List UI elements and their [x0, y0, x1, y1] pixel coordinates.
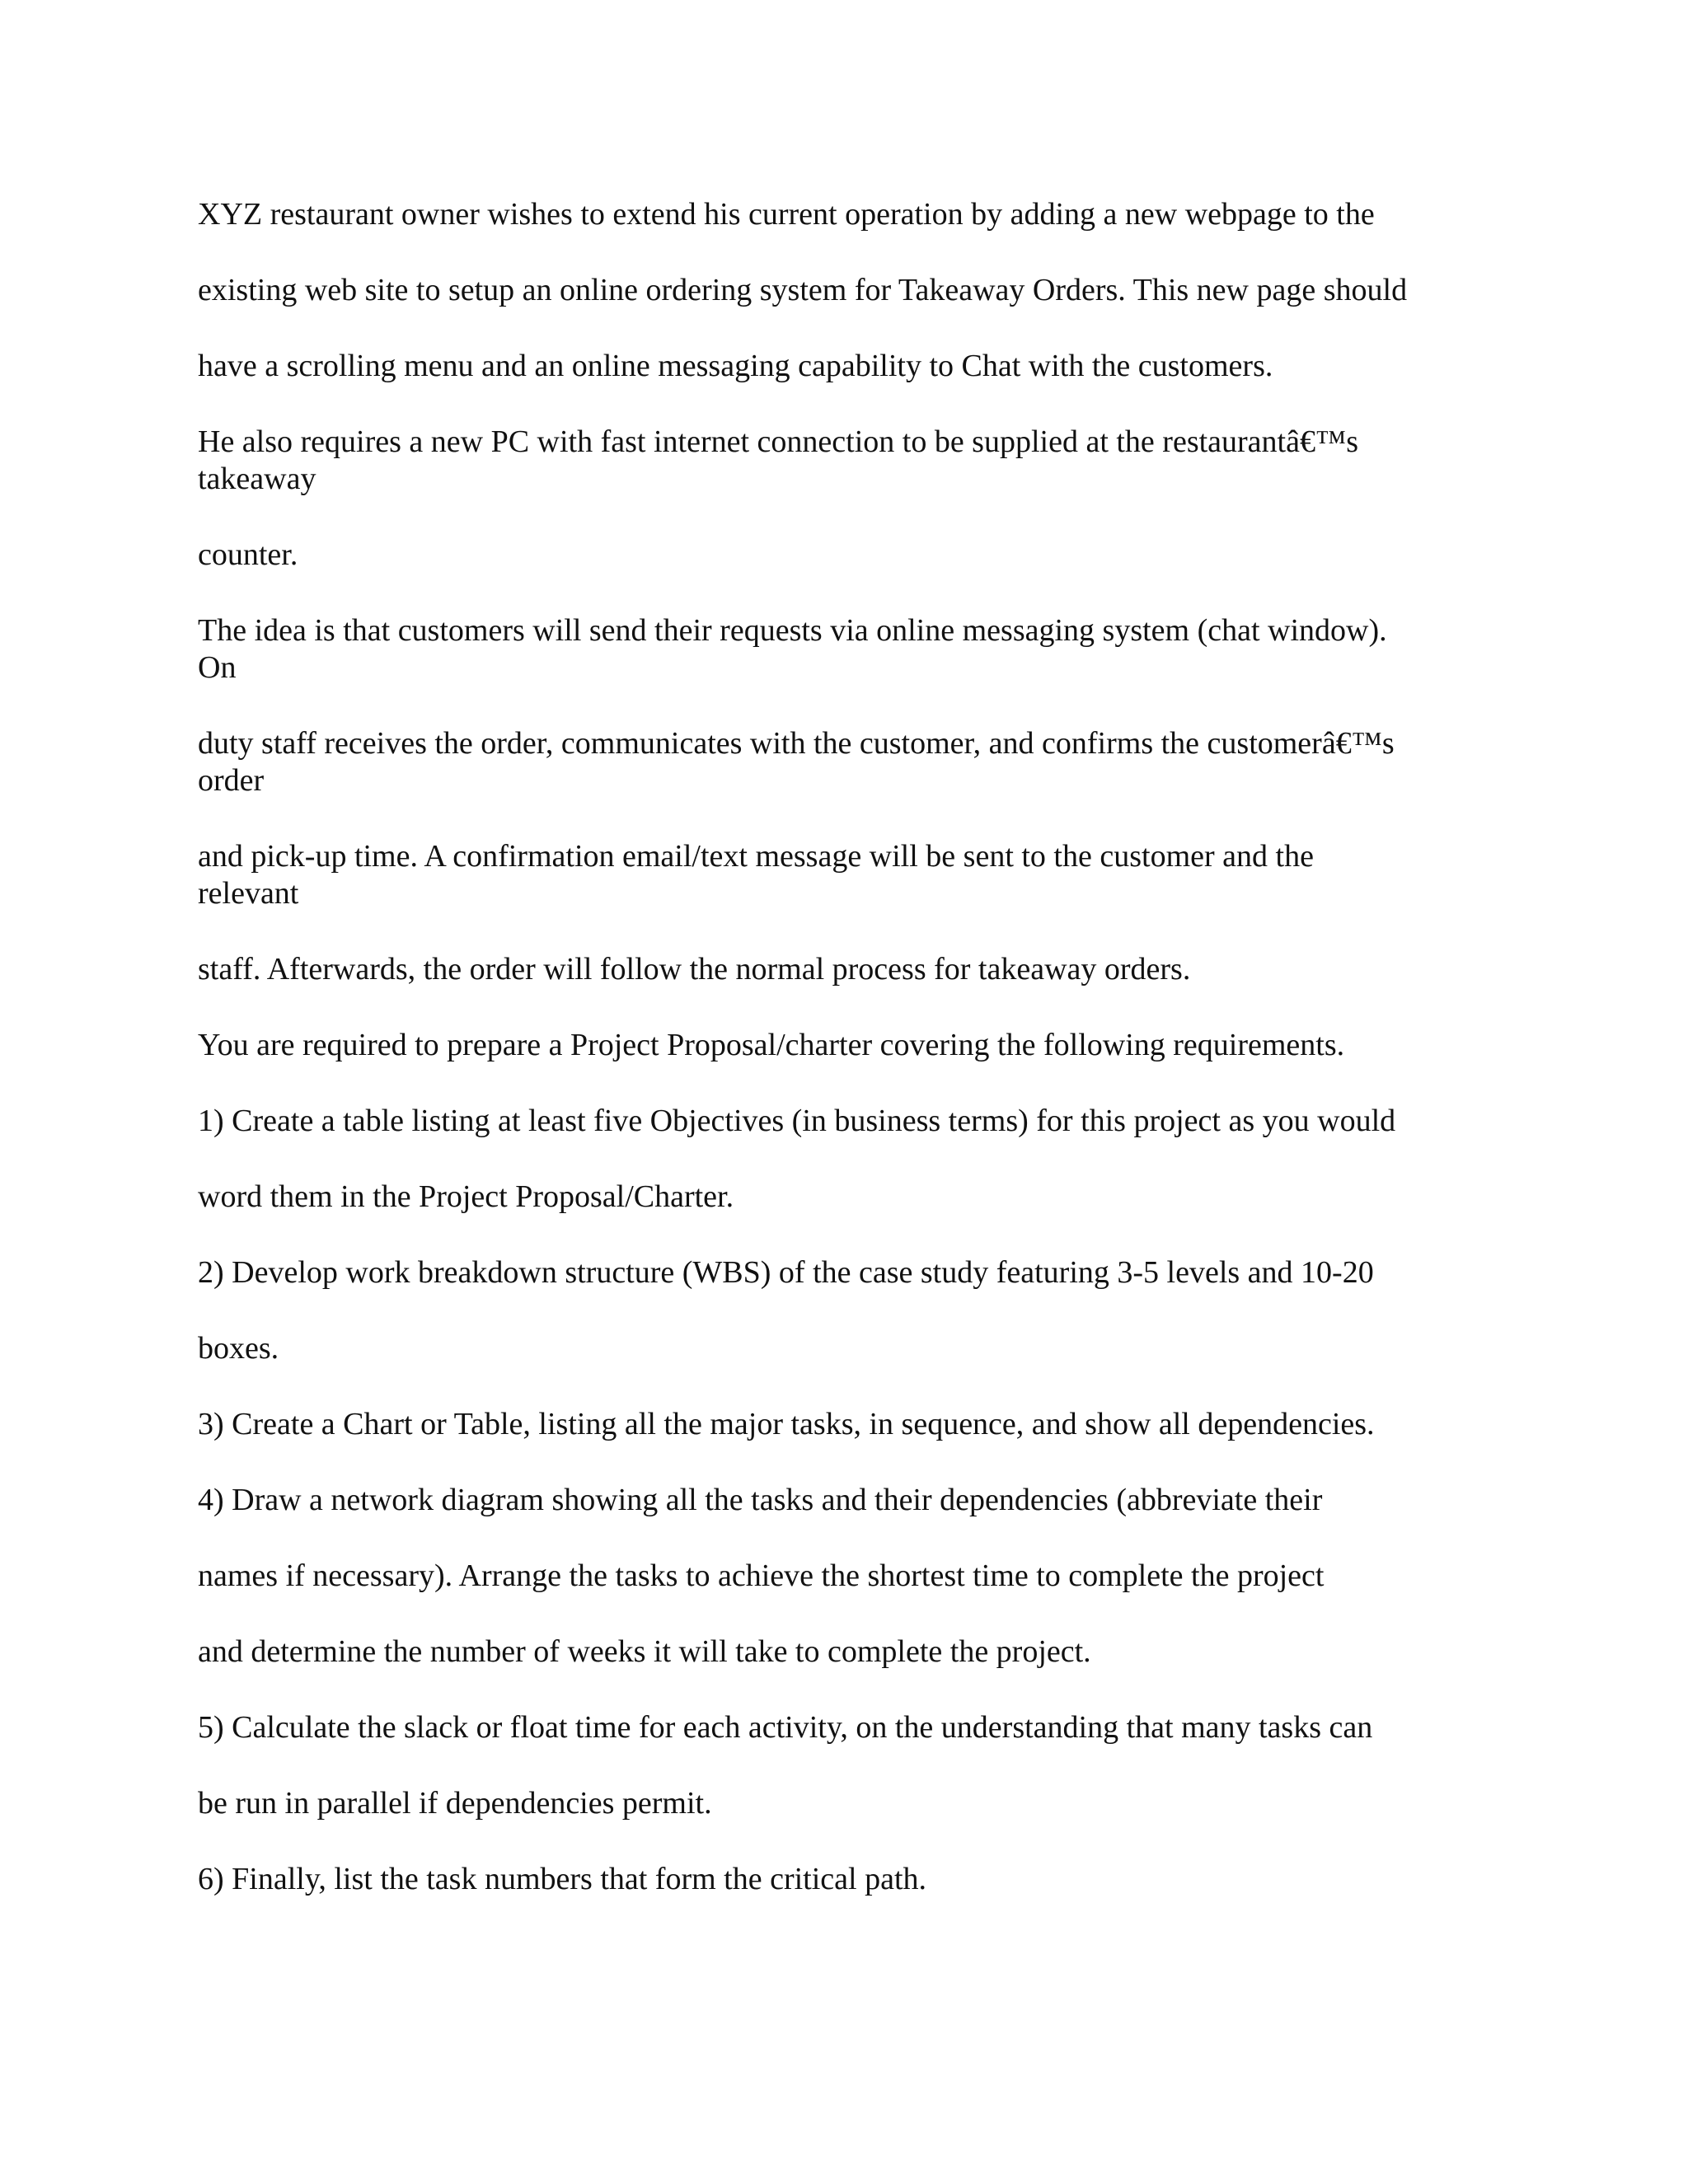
text-line-8: On [198, 650, 237, 685]
text-line-12: relevant [198, 876, 299, 911]
text-line-14: You are required to prepare a Project Proposal/charter covering the following requirements. [198, 1028, 1345, 1062]
text-line-24: be run in parallel if dependencies permit. [198, 1786, 712, 1821]
text-line-23: 5) Calculate the slack or float time for each activity, on the understanding that many tasks can [198, 1710, 1373, 1745]
text-line-15: 1) Create a table listing at least five Objectives (in business terms) for this project as you would [198, 1104, 1396, 1138]
text-line-19: 3) Create a Chart or Table, listing all the major tasks, in sequence, and show all dependencies. [198, 1407, 1375, 1441]
text-line-10: order [198, 763, 265, 798]
text-line-20: 4) Draw a network diagram showing all the tasks and their dependencies (abbreviate their [198, 1483, 1323, 1517]
text-line-5: takeaway [198, 462, 316, 496]
text-line-3: have a scrolling menu and an online messaging capability to Chat with the customers. [198, 349, 1273, 383]
text-line-9: duty staff receives the order, communicates with the customer, and confirms the customerâ€™s [198, 726, 1395, 761]
text-line-16: word them in the Project Proposal/Charter. [198, 1179, 734, 1214]
text-line-22: and determine the number of weeks it will take to complete the project. [198, 1634, 1091, 1669]
text-line-11: and pick-up time. A confirmation email/text message will be sent to the customer and the [198, 839, 1314, 874]
text-line-7: The idea is that customers will send their requests via online messaging system (chat window). [198, 613, 1387, 648]
text-line-13: staff. Afterwards, the order will follow the normal process for takeaway orders. [198, 952, 1191, 987]
text-line-1: XYZ restaurant owner wishes to extend his current operation by adding a new webpage to the [198, 197, 1375, 232]
text-line-2: existing web site to setup an online ordering system for Takeaway Orders. This new page should [198, 273, 1408, 307]
text-line-4: He also requires a new PC with fast internet connection to be supplied at the restaurantâ€™s [198, 424, 1359, 459]
text-line-6: counter. [198, 537, 298, 572]
text-line-18: boxes. [198, 1331, 279, 1366]
text-line-25: 6) Finally, list the task numbers that form the critical path. [198, 1862, 927, 1896]
text-line-21: names if necessary). Arrange the tasks to achieve the shortest time to complete the project [198, 1558, 1325, 1593]
text-line-17: 2) Develop work breakdown structure (WBS) of the case study featuring 3-5 levels and 10-20 [198, 1255, 1374, 1290]
